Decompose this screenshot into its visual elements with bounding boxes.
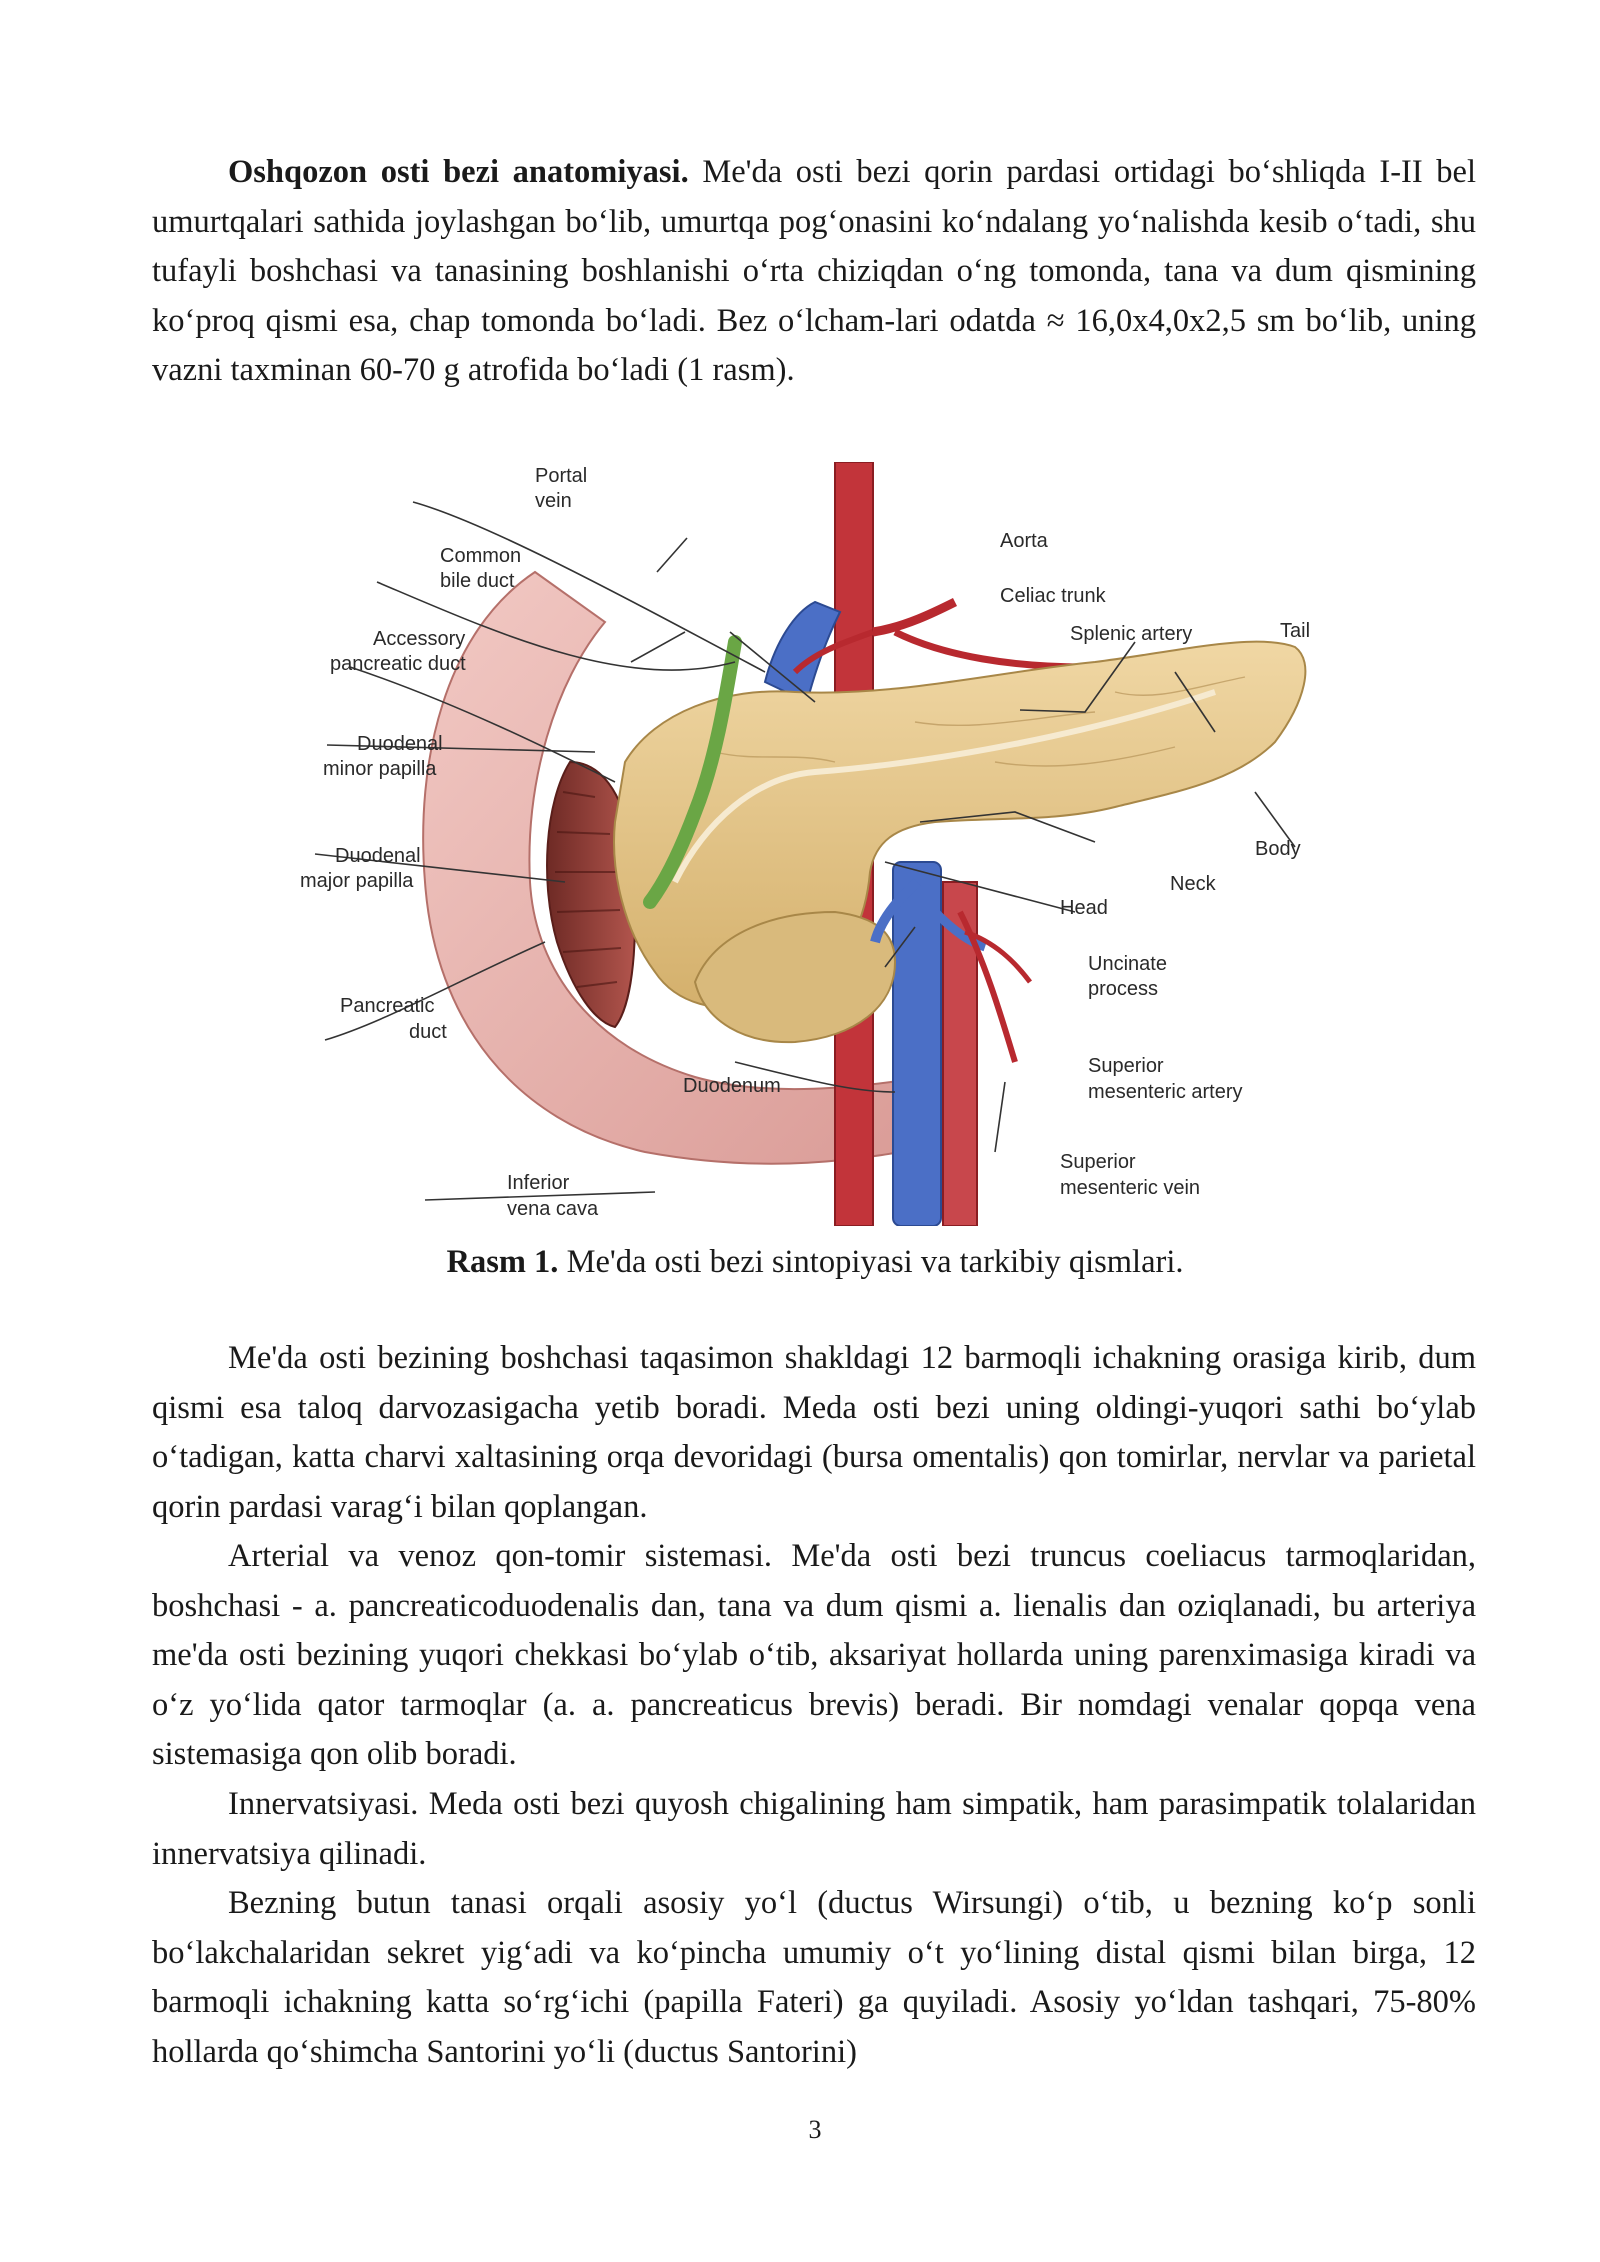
caption-text: Me'da osti bezi sintopiyasi va tarkibiy qismlari. xyxy=(558,1244,1184,1280)
label-celiac-trunk: Celiac trunk xyxy=(1000,585,1106,607)
pancreas-anatomy-figure xyxy=(295,462,1375,1226)
label-ivc: Inferior xyxy=(507,1172,570,1194)
label-tail: Tail xyxy=(1280,620,1311,642)
label-minor-papilla-2: minor papilla xyxy=(323,758,437,780)
label-major-papilla-2: major papilla xyxy=(300,870,414,892)
label-portal-vein-2: vein xyxy=(535,490,572,512)
label-sma-2: mesenteric artery xyxy=(1088,1081,1243,1103)
label-minor-papilla: Duodenal xyxy=(357,733,443,755)
label-common-bile-duct-2: bile duct xyxy=(440,570,515,592)
label-aorta: Aorta xyxy=(1000,530,1048,552)
label-major-papilla: Duodenal xyxy=(335,845,421,867)
label-neck: Neck xyxy=(1170,873,1216,895)
figure-caption xyxy=(0,1240,1600,1284)
paragraph-text: Innervatsiyasi. Meda osti bezi quyosh chigalining ham simpatik, ham parasimpatik tolalaridan innervatsiya qilinadi. xyxy=(152,1786,1476,1872)
label-accessory-duct: Accessory xyxy=(373,628,466,650)
pancreas-illustration xyxy=(295,462,1375,1226)
paragraph-head-position xyxy=(152,1334,1476,1532)
paragraph-text: Me'da osti bezi qorin pardasi ortidagi bo‘shliqda I-II bel umurtqalari sathida joylashgan bo‘lib, umurtqa pog‘onasini ko‘ndalang yo‘nalishda kesib o‘tadi, shu tufayli boshchasi va tanasining boshlanishi o‘rta chiziqdan o‘ng tomonda, tana va dum qismining ko‘proq qismi esa, chap tomonda bo‘ladi. Bez o‘lcham-lari odatda ≈ 16,0x4,0x2,5 sm bo‘lib, uning vazni taxminan 60-70 g atrofida bo‘ladi (1 rasm). xyxy=(152,154,1476,388)
paragraph-blood-supply xyxy=(152,1532,1476,1780)
page-number: 3 xyxy=(808,2115,822,2144)
label-common-bile-duct: Common xyxy=(440,545,522,567)
caption-prefix: Rasm 1. xyxy=(446,1244,559,1280)
label-duodenum: Duodenum xyxy=(683,1075,781,1097)
label-portal-vein: Portal xyxy=(535,465,588,487)
paragraph-ducts xyxy=(152,1879,1476,2077)
paragraph-text: Arterial va venoz qon-tomir sistemasi. Me'da osti bezi truncus coeliacus tarmoqlaridan, boshchasi - a. pancreaticoduodenalis dan, tana va dum qismi a. lienalis dan oziqlanadi, bu arteriya me'da osti bezining yuqori chekkasi bo‘ylab o‘tib, aksariyat hollarda uning parenximasiga kiradi va o‘z yo‘lida qator tarmoqlar (a. a. pancreaticus brevis) beradi. Bir nomdagi venalar qopqa vena sistemasiga qon olib boradi. xyxy=(152,1538,1476,1772)
paragraph-anatomy-intro xyxy=(152,148,1476,396)
splenic-artery-shape xyxy=(895,632,1085,667)
label-body: Body xyxy=(1255,838,1301,860)
label-uncinate-2: process xyxy=(1088,978,1159,1000)
label-pancreatic-duct: Pancreatic xyxy=(340,995,435,1017)
label-head: Head xyxy=(1060,897,1108,919)
label-uncinate: Uncinate xyxy=(1088,953,1167,975)
label-ivc-2: vena cava xyxy=(507,1198,599,1220)
label-smv: Superior xyxy=(1060,1151,1136,1173)
paragraph-text: Me'da osti bezining boshchasi taqasimon shakldagi 12 barmoqli ichakning orasiga kirib, dum qismi esa taloq darvozasigacha yetib boradi. Meda osti bezi uning oldingi-yuqori sathi bo‘ylab o‘tadigan, katta charvi xaltasining orqa devoridagi (bursa omentalis) qon tomirlar, nervlar va parietal qorin pardasi varag‘i bilan qoplangan. xyxy=(152,1340,1476,1525)
paragraph-innervation xyxy=(152,1780,1476,1879)
label-sma: Superior xyxy=(1088,1055,1164,1077)
celiac-trunk-shape xyxy=(873,602,955,632)
label-accessory-duct-2: pancreatic duct xyxy=(330,653,466,675)
label-pancreatic-duct-2: duct xyxy=(409,1021,447,1043)
paragraph-text: Bezning butun tanasi orqali asosiy yo‘l (ductus Wirsungi) o‘tib, u bezning ko‘p sonli bo‘lakchalaridan sekret yig‘adi va ko‘pincha umumiy o‘t yo‘lining distal qismi bilan birga, 12 barmoqli ichakning katta so‘rg‘ichi (papilla Fateri) ga quyiladi. Asosiy yo‘ldan tashqari, 75-80% hollarda qo‘shimcha Santorini yo‘li (ductus Santorini) xyxy=(152,1885,1476,2070)
label-splenic-artery: Splenic artery xyxy=(1070,623,1193,645)
section-heading: Oshqozon osti bezi anatomiyasi. xyxy=(228,154,689,190)
label-smv-2: mesenteric vein xyxy=(1060,1177,1201,1199)
